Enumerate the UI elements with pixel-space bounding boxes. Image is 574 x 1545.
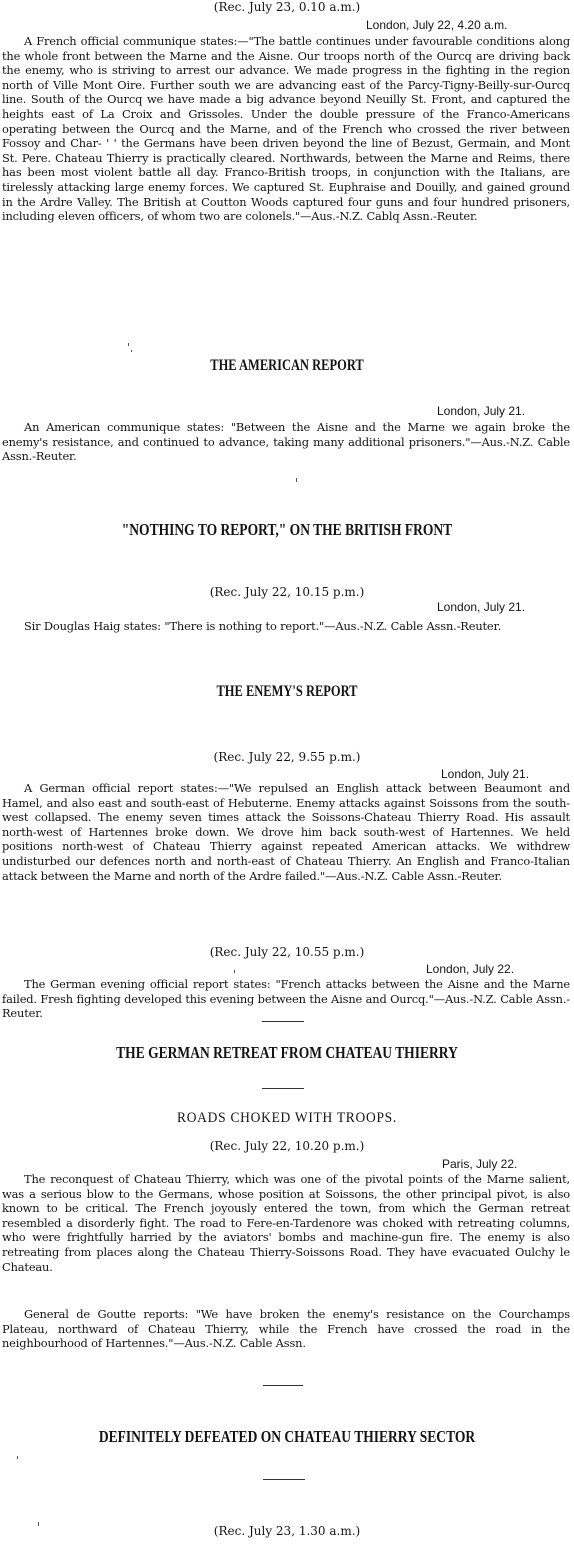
section-heading: DEFINITELY DEFEATED ON CHATEAU THIERRY SECTOR: [98, 1427, 476, 1446]
dateline: London, July 22.: [426, 962, 515, 976]
divider-rule: [262, 1088, 304, 1089]
section-heading: THE AMERICAN REPORT: [210, 357, 364, 374]
dateline: Paris, July 22.: [442, 1157, 518, 1171]
article-paragraph: The German evening official report states: "French attacks between the Aisne and the Marne failed. Fresh fighting developed this evening between the Aisne and Ourcq."—Aus.-N.Z. Cable Assn.-Reuter.: [2, 977, 570, 1021]
print-speck: [17, 1456, 18, 1459]
divider-rule: [262, 1021, 304, 1022]
received-time: (Rec. July 22, 10.55 p.m.): [209, 945, 365, 959]
dateline: London, July 22, 4.20 a.m.: [366, 18, 508, 32]
section-heading: "NOTHING TO REPORT," ON THE BRITISH FRONT: [121, 520, 453, 539]
article-paragraph: Sir Douglas Haig states: "There is nothing to report."—Aus.-N.Z. Cable Assn.-Reuter.: [24, 619, 502, 633]
section-subheading: ROADS CHOKED WITH TROOPS.: [176, 1110, 398, 1126]
print-speck: [234, 970, 235, 973]
section-heading: THE GERMAN RETREAT FROM CHATEAU THIERRY: [116, 1043, 458, 1062]
article-paragraph: An American communique states: "Between the Aisne and the Marne we again broke the enemy's resistance, and continued to advance, taking many additional prisoners."—Aus.-N.Z. Cable Assn.-Reuter.: [2, 420, 570, 464]
print-speck: [128, 343, 129, 346]
received-time: (Rec. July 22, 10.20 p.m.): [209, 1139, 365, 1153]
article-paragraph: General de Goutte reports: "We have broken the enemy's resistance on the Courchamps Plateau, northward of Chateau Thierry, while the French have crossed the road in the neighbourhood of Hartennes."—Aus.-N.Z. Cable Assn.: [2, 1307, 570, 1351]
print-speck: [296, 478, 297, 482]
received-time: (Rec. July 23, 0.10 a.m.): [213, 0, 361, 14]
article-paragraph: A French official communique states:—"The battle continues under favourable conditions along the whole front between the Marne and the Aisne. Our troops north of the Ourcq are driving back the enemy, who is striving to arrest our advance. We made progress in the fighting in the region north of Ville Mont Oire. Further south we are advancing east of the Parcy-Tigny-Beilly-sur-Ourcq line. South of the Ourcq we have made a big advance beyond Neuilly St. Front, and captured the heights east of La Croix and Grissoles. Under the double pressure of the Franco-Americans operating between the Ourcq and the Marne, and of the French who crossed the river between Fossoy and Char- ' ' the Germans have been driven beyond the line of Bezust, Germain, and Mont St. Pere. Chateau Thierry is practically cleared. Northwards, between the Marne and Reims, there has been most violent battle all day. Franco-British troops, in conjunction with the Italians, are tirelessly attacking large enemy forces. We captured St. Euphraise and Douilly, and gained ground in the Ardre Valley. The British at Coutton Woods captured four guns and four hundred prisoners, including eleven officers, of whom two are colonels."—Aus.-N.Z. Cablq Assn.-Reuter.: [2, 34, 570, 224]
dateline: London, July 21.: [437, 404, 526, 418]
print-speck: [131, 350, 132, 352]
received-time: (Rec. July 22, 10.15 p.m.): [209, 585, 365, 599]
article-paragraph: A German official report states:—"We repulsed an English attack between Beaumont and Hamel, and also east and south-east of Hebuterne. Enemy attacks against Soissons from the south-west collapsed. The enemy seven times attack the Soissons-Chateau Thierry Road. His assault north-west of Hartennes broke down. We drove him back south-west of Hartennes. We held positions north-west of Chateau Thierry against repeated American attacks. We withdrew undisturbed our defences north and north-east of Chateau Thierry. An English and Franco-Italian attack between the Marne and north of the Ardre failed."—Aus.-N.Z. Cable Assn.-Reuter.: [2, 781, 570, 883]
dateline: London, July 21.: [437, 600, 526, 614]
divider-rule: [263, 1385, 303, 1386]
dateline: London, July 21.: [441, 767, 530, 781]
article-paragraph: The reconquest of Chateau Thierry, which was one of the pivotal points of the Marne salient, was a serious blow to the Germans, whose position at Soissons, the other principal pivot, is also known to be critical. The French joyously entered the town, from which the German retreat resembled a disorderly fight. The road to Fere-en-Tardenore was choked with retreating columns, who were frightfully harried by the aviators' bombs and machine-gun fire. The enemy is also retreating from places along the Chateau Thierry-Soissons Road. They have evacuated Oulchy le Chateau.: [2, 1172, 570, 1274]
section-heading: THE ENEMY'S REPORT: [216, 683, 358, 700]
received-time: (Rec. July 23, 1.30 a.m.): [213, 1524, 361, 1538]
divider-rule: [263, 1479, 305, 1480]
received-time: (Rec. July 22, 9.55 p.m.): [213, 750, 361, 764]
